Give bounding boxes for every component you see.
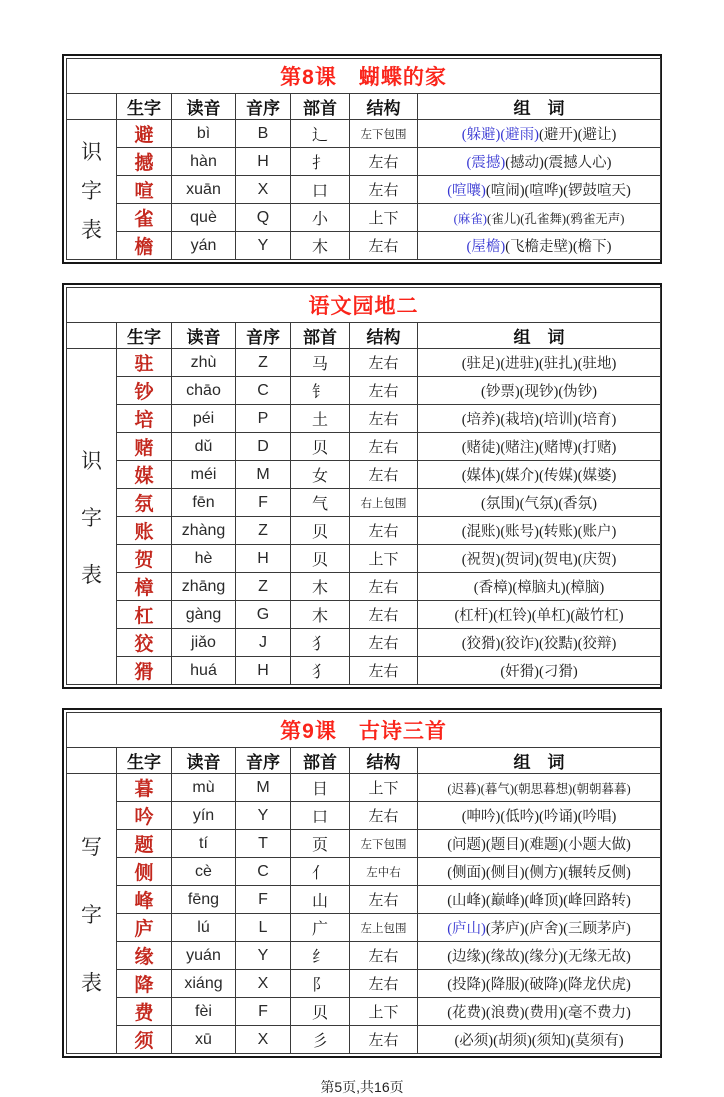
- structure: 左右: [350, 802, 418, 830]
- radical: 小: [291, 204, 350, 232]
- word-groups: [418, 858, 661, 886]
- radical: 亻: [291, 858, 350, 886]
- alphabetic-initial: Y: [236, 232, 291, 260]
- plain-words: (撼动)(震撼人心): [505, 155, 612, 171]
- pinyin: xū: [172, 1026, 236, 1054]
- side-label: [67, 120, 117, 260]
- word-groups: [418, 405, 661, 433]
- col-header-initial: 音序: [236, 748, 291, 774]
- plain-words: (狡猾)(狡诈)(狡黠)(狡辩): [461, 636, 617, 652]
- pinyin: cè: [172, 858, 236, 886]
- new-character: 峰: [117, 886, 172, 914]
- highlighted-words: (喧嚷): [447, 183, 486, 199]
- side-header-cell: [67, 94, 117, 120]
- table-title-row: [67, 713, 661, 748]
- word-groups: [418, 349, 661, 377]
- pinyin: xuān: [172, 176, 236, 204]
- table-row: [67, 517, 661, 545]
- col-header-radical: 部首: [291, 748, 350, 774]
- word-groups: [418, 148, 661, 176]
- pinyin: mù: [172, 774, 236, 802]
- table-row: [67, 405, 661, 433]
- word-groups: [418, 232, 661, 260]
- table-row: [67, 830, 661, 858]
- alphabetic-initial: H: [236, 545, 291, 573]
- new-character: 氛: [117, 489, 172, 517]
- pinyin: yuán: [172, 942, 236, 970]
- plain-words: (侧面)(侧目)(侧方)(辗转反侧): [447, 865, 631, 881]
- new-character: 贺: [117, 545, 172, 573]
- table-row: [67, 774, 661, 802]
- lesson-9-table: [62, 708, 662, 1058]
- new-character: 檐: [117, 232, 172, 260]
- structure: 左右: [350, 377, 418, 405]
- structure: 左右: [350, 517, 418, 545]
- structure: 上下: [350, 545, 418, 573]
- table-row: [67, 148, 661, 176]
- plain-words: (问题)(题目)(难题)(小题大做): [447, 837, 631, 853]
- radical: 木: [291, 601, 350, 629]
- structure: 左右: [350, 573, 418, 601]
- structure: 左右: [350, 1026, 418, 1054]
- word-groups: [418, 489, 661, 517]
- table-row: [67, 942, 661, 970]
- table-row: [67, 657, 661, 685]
- plain-words: (茅庐)(庐舍)(三顾茅庐): [485, 921, 631, 937]
- side-label-char: 字: [81, 505, 102, 530]
- table-row: [67, 886, 661, 914]
- new-character: 账: [117, 517, 172, 545]
- table-row: [67, 461, 661, 489]
- structure: 左上包围: [350, 914, 418, 942]
- table-row: [67, 433, 661, 461]
- word-groups: [418, 1026, 661, 1054]
- new-character: 驻: [117, 349, 172, 377]
- alphabetic-initial: B: [236, 120, 291, 148]
- col-header-words: 组 词: [418, 94, 661, 120]
- pinyin: péi: [172, 405, 236, 433]
- structure: 左中右: [350, 858, 418, 886]
- pinyin: xiáng: [172, 970, 236, 998]
- alphabetic-initial: Y: [236, 942, 291, 970]
- side-label-char: 字: [81, 902, 102, 927]
- structure: 左右: [350, 461, 418, 489]
- side-label: [67, 349, 117, 685]
- new-character: 喧: [117, 176, 172, 204]
- table-title: 第8课 蝴蝶的家: [67, 59, 661, 94]
- word-groups: [418, 601, 661, 629]
- plain-words: (边缘)(缘故)(缘分)(无缘无故): [447, 949, 631, 965]
- word-groups: [418, 802, 661, 830]
- plain-words: (钞票)(现钞)(伪钞): [481, 384, 597, 400]
- pinyin: hàn: [172, 148, 236, 176]
- radical: 口: [291, 176, 350, 204]
- col-header-pinyin: 读音: [172, 94, 236, 120]
- plain-words: (迟暮)(暮气)(朝思暮想)(朝朝暮暮): [447, 781, 631, 796]
- radical: 马: [291, 349, 350, 377]
- col-header-structure: 结构: [350, 323, 418, 349]
- new-character: 赌: [117, 433, 172, 461]
- structure: 左右: [350, 349, 418, 377]
- table-title: 语文园地二: [67, 288, 661, 323]
- radical: 木: [291, 573, 350, 601]
- alphabetic-initial: Q: [236, 204, 291, 232]
- new-character: 暮: [117, 774, 172, 802]
- table-row: [67, 176, 661, 204]
- word-groups: [418, 886, 661, 914]
- plain-words: (香樟)(樟脑丸)(樟脑): [473, 580, 605, 596]
- structure: 左右: [350, 942, 418, 970]
- plain-words: (花费)(浪费)(费用)(毫不费力): [447, 1005, 631, 1021]
- vocab-table: [66, 287, 661, 685]
- radical: 页: [291, 830, 350, 858]
- pinyin: méi: [172, 461, 236, 489]
- new-character: 雀: [117, 204, 172, 232]
- alphabetic-initial: M: [236, 461, 291, 489]
- pinyin: fèi: [172, 998, 236, 1026]
- radical: 木: [291, 232, 350, 260]
- col-header-radical: 部首: [291, 323, 350, 349]
- radical: 山: [291, 886, 350, 914]
- table-title-row: [67, 59, 661, 94]
- word-groups: [418, 517, 661, 545]
- new-character: 避: [117, 120, 172, 148]
- plain-words: (氛围)(气氛)(香氛): [481, 496, 597, 512]
- new-character: 杠: [117, 601, 172, 629]
- pinyin: zhàng: [172, 517, 236, 545]
- plain-words: (赌徒)(赌注)(赌博)(打赌): [461, 440, 617, 456]
- table-row: [67, 120, 661, 148]
- side-label-char: 识: [81, 139, 102, 164]
- structure: 左右: [350, 886, 418, 914]
- table-row: [67, 573, 661, 601]
- structure: 上下: [350, 774, 418, 802]
- plain-words: (避开)(避让): [539, 127, 617, 143]
- table-row: [67, 349, 661, 377]
- pinyin: yín: [172, 802, 236, 830]
- alphabetic-initial: J: [236, 629, 291, 657]
- col-header-words: 组 词: [418, 748, 661, 774]
- radical: 扌: [291, 148, 350, 176]
- plain-words: (雀儿)(孔雀舞)(鸦雀无声): [486, 211, 625, 226]
- word-groups: [418, 914, 661, 942]
- plain-words: (飞檐走壁)(檐下): [505, 239, 612, 255]
- alphabetic-initial: D: [236, 433, 291, 461]
- radical: 口: [291, 802, 350, 830]
- col-header-radical: 部首: [291, 94, 350, 120]
- pinyin: zhù: [172, 349, 236, 377]
- plain-words: (山峰)(巅峰)(峰顶)(峰回路转): [447, 893, 631, 909]
- table-row: [67, 998, 661, 1026]
- table-row: [67, 232, 661, 260]
- side-label-char: 表: [81, 217, 102, 242]
- word-groups: [418, 176, 661, 204]
- worksheet-page: [62, 0, 662, 1097]
- col-header-initial: 音序: [236, 94, 291, 120]
- radical: 气: [291, 489, 350, 517]
- col-header-structure: 结构: [350, 748, 418, 774]
- table-title-row: [67, 288, 661, 323]
- radical: 贝: [291, 998, 350, 1026]
- radical: 贝: [291, 545, 350, 573]
- plain-words: (投降)(降服)(破降)(降龙伏虎): [447, 977, 631, 993]
- vocab-table: [66, 58, 661, 260]
- structure: 左右: [350, 232, 418, 260]
- radical: 纟: [291, 942, 350, 970]
- pinyin: zhāng: [172, 573, 236, 601]
- pinyin: jiǎo: [172, 629, 236, 657]
- new-character: 培: [117, 405, 172, 433]
- col-header-char: 生字: [117, 323, 172, 349]
- structure: 左下包围: [350, 830, 418, 858]
- lesson-8-table: [62, 54, 662, 264]
- word-groups: [418, 942, 661, 970]
- table-row: [67, 1026, 661, 1054]
- side-label-char: 表: [81, 562, 102, 587]
- word-groups: [418, 774, 661, 802]
- page-number: 第5页,共16页: [320, 1079, 404, 1095]
- structure: 左右: [350, 601, 418, 629]
- word-groups: [418, 573, 661, 601]
- radical: 彡: [291, 1026, 350, 1054]
- new-character: 钞: [117, 377, 172, 405]
- alphabetic-initial: X: [236, 176, 291, 204]
- plain-words: (培养)(栽培)(培训)(培育): [461, 412, 617, 428]
- pinyin: lú: [172, 914, 236, 942]
- table-header-row: [67, 748, 661, 774]
- side-label: [67, 774, 117, 1054]
- table-row: [67, 970, 661, 998]
- table-row: [67, 629, 661, 657]
- table-row: [67, 802, 661, 830]
- structure: 左右: [350, 176, 418, 204]
- alphabetic-initial: T: [236, 830, 291, 858]
- pinyin: tí: [172, 830, 236, 858]
- side-label-char: 表: [81, 970, 102, 995]
- alphabetic-initial: X: [236, 1026, 291, 1054]
- alphabetic-initial: F: [236, 998, 291, 1026]
- new-character: 题: [117, 830, 172, 858]
- alphabetic-initial: C: [236, 858, 291, 886]
- radical: 犭: [291, 629, 350, 657]
- alphabetic-initial: Y: [236, 802, 291, 830]
- new-character: 媒: [117, 461, 172, 489]
- side-label-char: 写: [81, 834, 102, 859]
- plain-words: (奸猾)(刁猾): [500, 664, 578, 680]
- new-character: 侧: [117, 858, 172, 886]
- word-groups: [418, 377, 661, 405]
- table-row: [67, 545, 661, 573]
- new-character: 费: [117, 998, 172, 1026]
- highlighted-words: (躲避)(避雨): [461, 127, 540, 143]
- radical: 辶: [291, 120, 350, 148]
- pinyin: gàng: [172, 601, 236, 629]
- word-groups: [418, 545, 661, 573]
- structure: 左右: [350, 405, 418, 433]
- pinyin: chāo: [172, 377, 236, 405]
- col-header-pinyin: 读音: [172, 748, 236, 774]
- pinyin: fēn: [172, 489, 236, 517]
- new-character: 缘: [117, 942, 172, 970]
- radical: 广: [291, 914, 350, 942]
- structure: 左下包围: [350, 120, 418, 148]
- col-header-char: 生字: [117, 748, 172, 774]
- new-character: 降: [117, 970, 172, 998]
- word-groups: [418, 120, 661, 148]
- table-header-row: [67, 94, 661, 120]
- pinyin: hè: [172, 545, 236, 573]
- structure: 左右: [350, 970, 418, 998]
- alphabetic-initial: X: [236, 970, 291, 998]
- alphabetic-initial: P: [236, 405, 291, 433]
- vocab-table: [66, 712, 661, 1054]
- table-title: 第9课 古诗三首: [67, 713, 661, 748]
- structure: 左右: [350, 629, 418, 657]
- structure: 左右: [350, 433, 418, 461]
- word-groups: [418, 970, 661, 998]
- highlighted-words: (屋檐): [466, 239, 506, 255]
- alphabetic-initial: H: [236, 148, 291, 176]
- new-character: 须: [117, 1026, 172, 1054]
- alphabetic-initial: L: [236, 914, 291, 942]
- highlighted-words: (庐山): [447, 921, 486, 937]
- alphabetic-initial: Z: [236, 517, 291, 545]
- table-row: [67, 204, 661, 232]
- col-header-pinyin: 读音: [172, 323, 236, 349]
- col-header-words: 组 词: [418, 323, 661, 349]
- word-groups: [418, 433, 661, 461]
- new-character: 撼: [117, 148, 172, 176]
- pinyin: huá: [172, 657, 236, 685]
- radical: 土: [291, 405, 350, 433]
- table-row: [67, 914, 661, 942]
- side-header-cell: [67, 748, 117, 774]
- pinyin: yán: [172, 232, 236, 260]
- table-row: [67, 858, 661, 886]
- radical: 女: [291, 461, 350, 489]
- table-header-row: [67, 323, 661, 349]
- structure: 右上包围: [350, 489, 418, 517]
- structure: 上下: [350, 998, 418, 1026]
- table-row: [67, 377, 661, 405]
- highlighted-words: (麻雀): [453, 211, 487, 226]
- pinyin: bì: [172, 120, 236, 148]
- alphabetic-initial: F: [236, 489, 291, 517]
- alphabetic-initial: F: [236, 886, 291, 914]
- col-header-char: 生字: [117, 94, 172, 120]
- radical: 贝: [291, 433, 350, 461]
- plain-words: (混账)(账号)(转账)(账户): [461, 524, 617, 540]
- radical: 犭: [291, 657, 350, 685]
- word-groups: [418, 830, 661, 858]
- yuwen-yuandi-2-table: [62, 283, 662, 689]
- table-row: [67, 489, 661, 517]
- structure: 左右: [350, 657, 418, 685]
- structure: 左右: [350, 148, 418, 176]
- side-header-cell: [67, 323, 117, 349]
- word-groups: [418, 461, 661, 489]
- alphabetic-initial: C: [236, 377, 291, 405]
- radical: 贝: [291, 517, 350, 545]
- word-groups: [418, 998, 661, 1026]
- plain-words: (媒体)(媒介)(传媒)(媒婆): [461, 468, 617, 484]
- plain-words: (驻足)(进驻)(驻扎)(驻地): [461, 356, 617, 372]
- new-character: 樟: [117, 573, 172, 601]
- alphabetic-initial: G: [236, 601, 291, 629]
- alphabetic-initial: Z: [236, 349, 291, 377]
- plain-words: (喧闹)(喧哗)(锣鼓喧天): [485, 183, 631, 199]
- alphabetic-initial: H: [236, 657, 291, 685]
- word-groups: [418, 204, 661, 232]
- structure: 上下: [350, 204, 418, 232]
- new-character: 庐: [117, 914, 172, 942]
- col-header-structure: 结构: [350, 94, 418, 120]
- plain-words: (呻吟)(低吟)(吟诵)(吟唱): [461, 809, 617, 825]
- side-label-char: 识: [81, 448, 102, 473]
- word-groups: [418, 629, 661, 657]
- new-character: 猾: [117, 657, 172, 685]
- alphabetic-initial: M: [236, 774, 291, 802]
- pinyin: dǔ: [172, 433, 236, 461]
- new-character: 狡: [117, 629, 172, 657]
- radical: 日: [291, 774, 350, 802]
- radical: 钅: [291, 377, 350, 405]
- radical: 阝: [291, 970, 350, 998]
- plain-words: (必须)(胡须)(须知)(莫须有): [454, 1033, 624, 1049]
- side-label-char: 字: [81, 178, 102, 203]
- new-character: 吟: [117, 802, 172, 830]
- pinyin: què: [172, 204, 236, 232]
- col-header-initial: 音序: [236, 323, 291, 349]
- pinyin: fēng: [172, 886, 236, 914]
- plain-words: (杠杆)(杠铃)(单杠)(敲竹杠): [454, 608, 624, 624]
- word-groups: [418, 657, 661, 685]
- table-row: [67, 601, 661, 629]
- highlighted-words: (震撼): [466, 155, 506, 171]
- alphabetic-initial: Z: [236, 573, 291, 601]
- plain-words: (祝贺)(贺词)(贺电)(庆贺): [461, 552, 617, 568]
